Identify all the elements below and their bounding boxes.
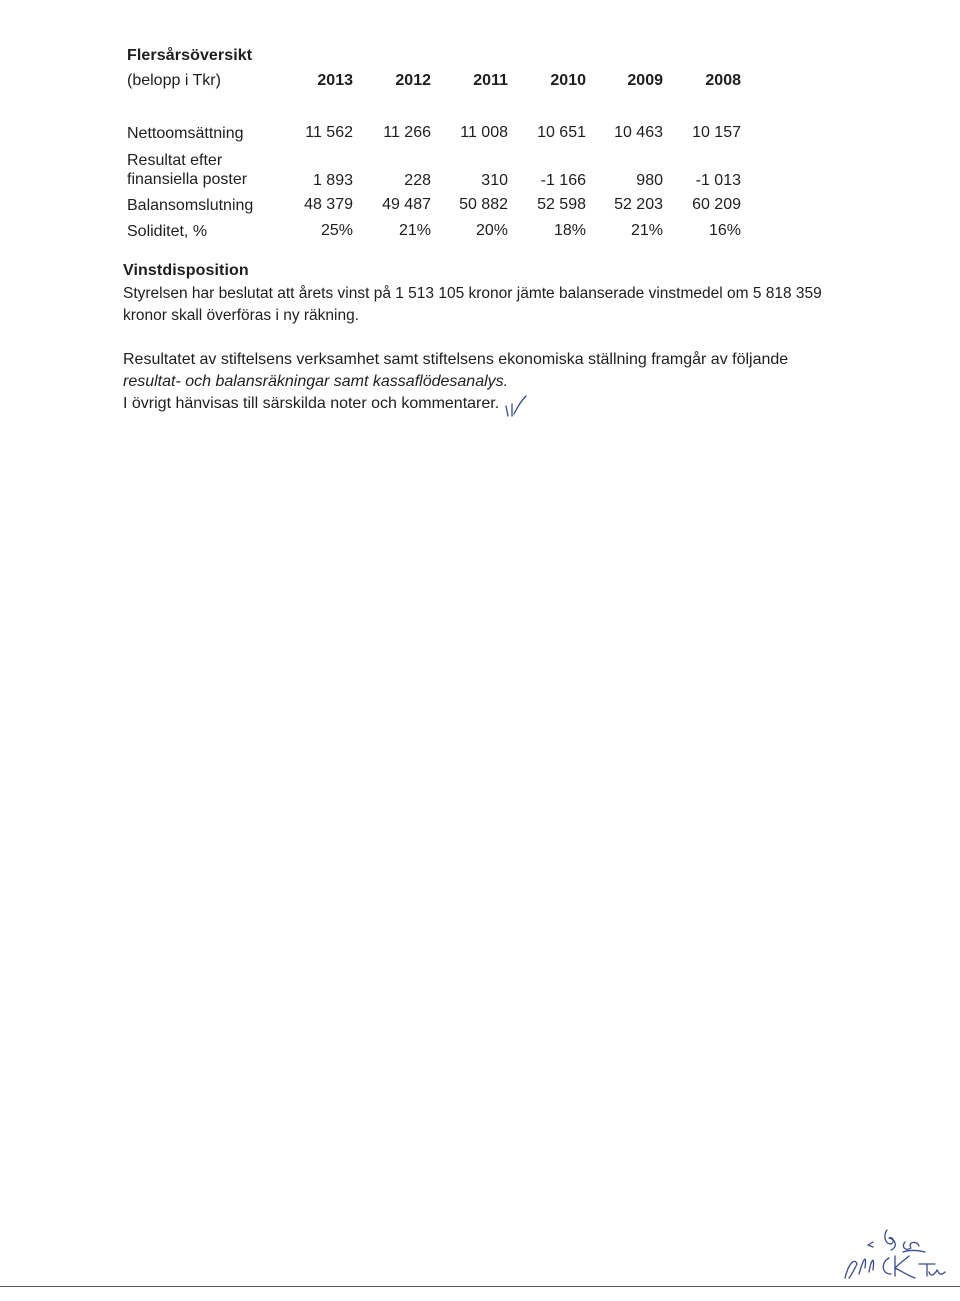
table-cell: 21% [398,222,431,239]
row-label: Balansomslutning [127,197,254,214]
table-cell: 18% [553,222,586,239]
table-cell: 980 [636,172,663,189]
table-cell: 52 203 [614,196,663,213]
overview-subtitle: (belopp i Tkr) [127,72,221,89]
year-header: 2011 [473,72,508,89]
table-cell: 1 893 [312,172,353,189]
row-label: Nettoomsättning [127,125,244,142]
table-cell: -1 166 [540,172,586,189]
vinstdisposition-line: Styrelsen har beslutat att årets vinst på 1 513 105 kronor jämte balanserade vinstmedel om 5 818 359 [123,285,822,302]
result-paragraph-line: resultat- och balansräkningar samt kassaflödesanalys. [123,373,509,390]
vinstdisposition-title: Vinstdisposition [123,262,249,279]
table-cell: 60 209 [692,196,741,213]
table-cell: -1 013 [695,172,741,189]
year-header: 2012 [395,72,431,89]
table-cell: 10 463 [614,124,663,141]
row-label: Resultat efter [127,152,223,169]
row-label-continued: finansiella poster [127,171,248,188]
table-cell: 49 487 [382,196,431,213]
table-cell: 11 562 [305,124,353,141]
table-cell: 11 266 [383,124,431,141]
year-header: 2010 [550,72,586,89]
vinstdisposition-line: kronor skall överföras i ny räkning. [123,307,360,324]
table-cell: 11 008 [460,124,508,141]
overview-title: Flersårsöversikt [127,47,253,64]
table-cell: 21% [630,222,663,239]
table-cell: 48 379 [304,196,353,213]
year-header: 2009 [627,72,663,89]
result-paragraph-line: I övrigt hänvisas till särskilda noter och kommentarer. [123,395,500,412]
handwritten-initials-icon [500,392,530,420]
row-label: Soliditet, % [127,223,208,240]
table-cell: 10 157 [692,124,741,141]
table-cell: 228 [404,172,431,189]
table-cell: 20% [475,222,508,239]
table-cell: 52 598 [537,196,586,213]
table-cell: 310 [481,172,508,189]
table-cell: 50 882 [459,196,508,213]
footer-divider [0,1286,960,1287]
table-cell: 25% [320,222,353,239]
handwritten-signatures-icon [835,1212,955,1282]
table-cell: 16% [708,222,741,239]
table-cell: 10 651 [537,124,586,141]
year-header: 2013 [317,72,353,89]
result-paragraph-line: Resultatet av stiftelsens verksamhet samt stiftelsens ekonomiska ställning framgår av följande [123,351,789,368]
year-header: 2008 [705,72,741,89]
